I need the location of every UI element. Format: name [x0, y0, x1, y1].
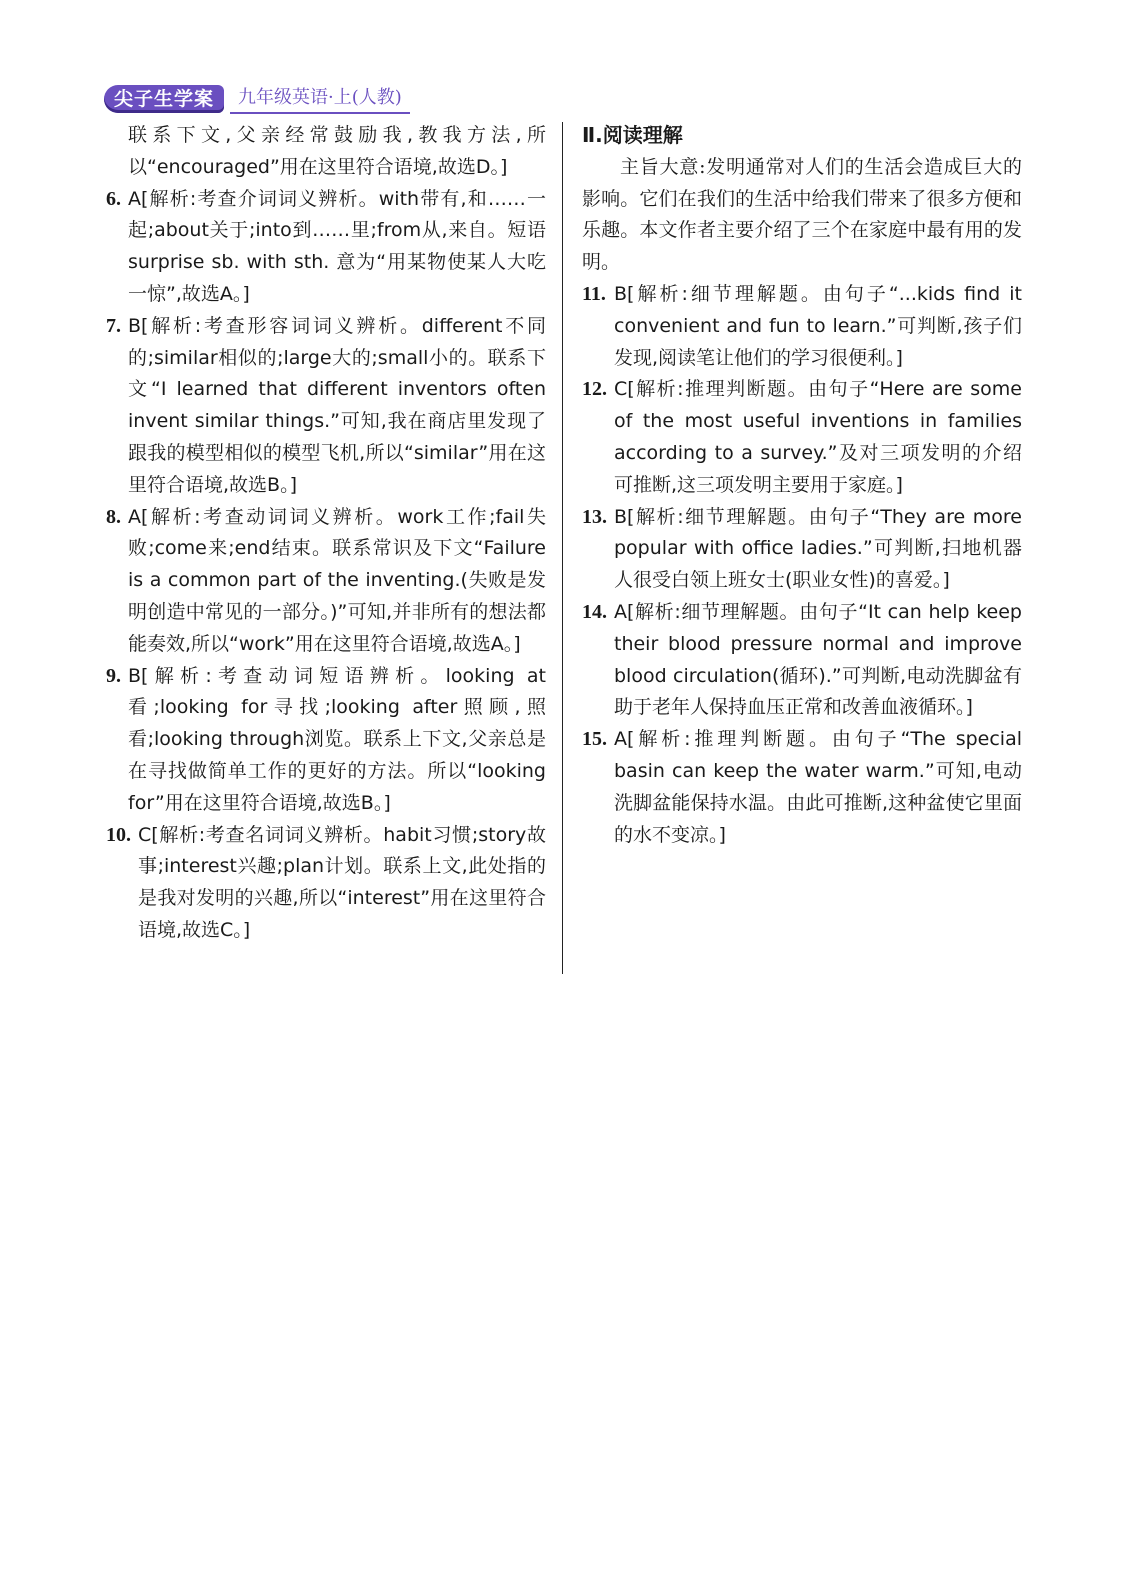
- section-title: Ⅱ.阅读理解: [582, 123, 683, 147]
- column-divider: [562, 122, 563, 974]
- answer-number: 12.: [582, 378, 607, 401]
- left-column: [106, 120, 546, 947]
- answer-text: B[解析:考查形容词词义辨析。different不同的;similar相似的;large大的;small小的。联系下文“I learned that different inventors often invent similar things.”可知,我在商店里发现了跟我的模型相似的模型飞机,所以“similar”用在这里符合语境,故选B。]: [128, 314, 546, 496]
- answer-item: [106, 661, 546, 820]
- answer-number: 8.: [106, 505, 121, 528]
- book-subtitle: 九年级英语·上(人教): [230, 84, 410, 114]
- answer-text: A[解析:细节理解题。由句子“It can help keep their blood pressure normal and improve blood circulation(循环).”可判断,电动洗脚盆有助于老年人保持血压正常和改善血液循环。]: [614, 600, 1022, 719]
- answer-number: 11.: [582, 282, 606, 305]
- answer-text: B[解析:细节理解题。由句子“They are more popular with office ladies.”可判断,扫地机器人很受白领上班女士(职业女性)的喜爱。]: [614, 505, 1022, 592]
- answer-text: A[解析:考查介词词义辨析。with带有,和……一起;about关于;into到……里;from从,来自。短语surprise sb. with sth. 意为“用某物使某人大吃一惊”,故选A。]: [128, 187, 546, 305]
- answer-number: 6.: [106, 187, 121, 210]
- right-column: [582, 120, 1022, 851]
- answer-number: 15.: [582, 728, 607, 751]
- answer-text: A[解析:推理判断题。由句子“The special basin can keep the water warm.”可知,电动洗脚盆能保持水温。由此可推断,这种盆使它里面的水不变凉。]: [614, 728, 1022, 846]
- answer-number: 14.: [582, 600, 607, 623]
- answer-text: C[解析:考查名词词义辨析。habit习惯;story故事;interest兴趣;plan计划。联系上文,此处指的是我对发明的兴趣,所以“interest”用在这里符合语境,故选C。]: [138, 823, 546, 941]
- answer-item: [582, 374, 1022, 501]
- answer-text: C[解析:推理判断题。由句子“Here are some of the most useful inventions in families according to a survey.”及对三项发明的介绍可推断,这三项发明主要用于家庭。]: [614, 378, 1022, 496]
- brand-logo: 尖子生学案: [104, 85, 224, 113]
- answer-item: [582, 597, 1022, 724]
- answer-item: [582, 724, 1022, 851]
- answer-number: 9.: [106, 664, 121, 687]
- answer-text: B[解析:细节理解题。由句子“...kids find it convenient and fun to learn.”可判断,孩子们发现,阅读笔让他们的学习很便利。]: [614, 282, 1022, 369]
- answer-item: [582, 279, 1022, 374]
- answer-item: [106, 820, 546, 947]
- answer-item: [582, 502, 1022, 597]
- answer-text: A[解析:考查动词词义辨析。work工作;fail失败;come来;end结束。联系常识及下文“Failure is a common part of the inventing.(失败是发明创造中常见的一部分。)”可知,并非所有的想法都能奏效,所以“work”用在这里符合语境,故选A。]: [128, 505, 546, 655]
- answer-item: [106, 311, 546, 502]
- answer-number: 7.: [106, 314, 121, 337]
- main-idea-summary: 主旨大意:发明通常对人们的生活会造成巨大的影响。它们在我们的生活中给我们带来了很多方便和乐趣。本文作者主要介绍了三个在家庭中最有用的发明。: [582, 155, 1022, 274]
- answer-text: B[解析:考查动词短语辨析。looking at看;looking for寻找;looking after照顾,照看;looking through浏览。联系上下文,父亲总是在寻找做简单工作的更好的方法。所以“looking for”用在这里符合语境,故选B。]: [128, 664, 546, 814]
- continuation-text: 联系下文,父亲经常鼓励我,教我方法,所以“encouraged”用在这里符合语境,故选D。]: [128, 124, 546, 178]
- page-header: [104, 84, 410, 114]
- answer-number: 10.: [106, 823, 131, 846]
- answer-number: 13.: [582, 505, 607, 528]
- answer-item: [106, 502, 546, 661]
- answer-item: [106, 184, 546, 311]
